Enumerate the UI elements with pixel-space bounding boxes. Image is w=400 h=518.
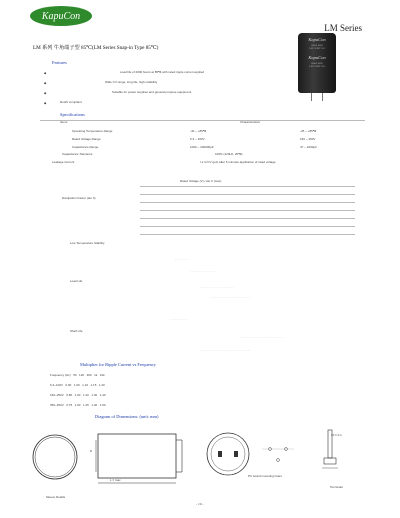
spec-value: Rated Voltage (V) / tan δ (max) <box>180 179 222 183</box>
spec-value: -40 ~ +85℃ <box>190 129 207 133</box>
sleeve-circle <box>33 435 77 479</box>
ripple-row: 350~450V 0.75 1.00 1.25 1.40 1.50 <box>50 403 106 407</box>
life-detail: · · · · · · · · · · <box>170 317 188 321</box>
feature-item-3: Suitable for power supplies and general purpose equipment <box>112 90 192 94</box>
spec-label: Operating Temperature Range <box>72 129 113 133</box>
life-detail: · · · · · · · · · · · · · · · · · · · <box>200 285 234 289</box>
cap-brand-1: KapuCon <box>308 37 326 42</box>
spec-label: Shelf Life <box>70 329 83 333</box>
cap-brand-2: KapuCon <box>308 55 326 60</box>
life-detail: · · · · · · · · · · · · · · <box>190 269 215 273</box>
feature-item-2: Wide CV range, long life, high reliability <box>105 80 158 84</box>
life-detail: · · · · · · · · · · · · · · · · · · · · · · · · · · · · <box>200 348 251 352</box>
cap-spec-2: 180uF 450V <box>310 62 324 65</box>
life-detail: · · · · · · · · <box>175 257 189 261</box>
ripple-row: 160~250V 0.80 1.00 1.20 1.30 1.40 <box>50 393 106 397</box>
features-heading: Features <box>52 60 67 65</box>
holes-label: PC board mounting holes <box>248 474 282 478</box>
df-table-line <box>140 186 355 187</box>
spec-value-2: 47 ~ 2200μF <box>300 145 317 149</box>
spec-label: Capacitance Tolerance <box>62 152 93 156</box>
bullet-icon: ◆ <box>44 101 47 105</box>
cap-spec-1b: LM 1V2BT 181 <box>309 47 325 50</box>
logo-text: KapuCon <box>41 10 81 22</box>
ripple-heading: Multiplier for Ripple Current vs Frequency <box>80 362 156 367</box>
bullet-icon: ◆ <box>44 81 47 85</box>
terminal-label: Terminals <box>330 485 343 489</box>
company-logo <box>30 6 92 26</box>
life-detail: · · · · · · · · · · · · · · · · · · · · · · <box>210 295 250 299</box>
spec-label: Items <box>60 120 68 124</box>
ripple-row: 6.3~100V 0.90 1.00 1.10 1.15 1.20 <box>50 383 105 387</box>
cap-spec-1: 180uF 450V <box>310 44 324 47</box>
spec-value: 1000 ~ 100000μF <box>190 145 214 149</box>
spec-label: Capacitance Range <box>72 145 99 149</box>
spec-value: ±20% (120Hz, 20℃) <box>215 152 243 156</box>
life-detail: · · · · · · · · · · · · · · · · · · · · · · · · <box>240 335 284 339</box>
spec-label: Load Life <box>70 279 83 283</box>
df-table-line <box>140 202 355 203</box>
page-number: - 19 - <box>196 502 204 506</box>
bullet-icon: ◆ <box>44 91 47 95</box>
length-label: L ± max <box>110 478 121 482</box>
spec-label: Leakage Current <box>52 160 75 164</box>
df-table-line <box>140 210 355 211</box>
sleeve-label: Sleeve Details <box>46 495 66 499</box>
spec-value: Characteristics <box>240 120 260 124</box>
spec-label: Low Temperature Stability <box>70 241 105 245</box>
ripple-header: Frequency (Hz) 50 120 300 1k 10k <box>50 373 105 377</box>
spec-label: Rated Voltage Range <box>72 137 101 141</box>
bullet-icon: ◆ <box>44 71 47 75</box>
feature-item-1: Load life of 2000 hours at 85℃ with rated ripple current applied <box>120 70 205 74</box>
page-subtitle: LM 系列 牛角端子型 85℃(LM Series Snap-in Type 85℃) <box>33 45 159 51</box>
spec-value-2: -25 ~ +85℃ <box>300 129 317 133</box>
capacitor-image <box>298 33 336 93</box>
capacitor-legs <box>311 93 323 101</box>
sleeve-circle-inner <box>35 437 75 477</box>
df-table-line <box>140 194 355 195</box>
dim-label: D <box>90 449 93 453</box>
series-title: LM Series <box>324 23 362 33</box>
spec-label: Dissipation Factor (tan δ) <box>62 196 96 200</box>
dim-label-2: 10 ± 0.1 <box>331 433 342 437</box>
cap-spec-2b: LM 1V2BT 181 <box>309 65 325 68</box>
feature-item-4: RoHS compliant <box>60 100 82 104</box>
spec-value-2: 160 ~ 450V <box>300 137 316 141</box>
spec-heading: Specifications <box>60 112 85 117</box>
df-table-line <box>140 218 355 219</box>
df-table-line <box>140 226 355 227</box>
body-outline <box>98 434 176 478</box>
df-table-line <box>140 234 355 235</box>
end-view-circle <box>207 433 249 475</box>
diagram-heading: Diagram of Dimensions: (unit: mm) <box>95 414 159 419</box>
spec-divider <box>40 120 365 121</box>
dimension-diagram <box>30 420 370 500</box>
spec-value: I ≤ 3√CV (μA) after 5 minutes application of rated voltage <box>200 160 276 164</box>
spec-value: 6.3 ~ 100V <box>190 137 205 141</box>
